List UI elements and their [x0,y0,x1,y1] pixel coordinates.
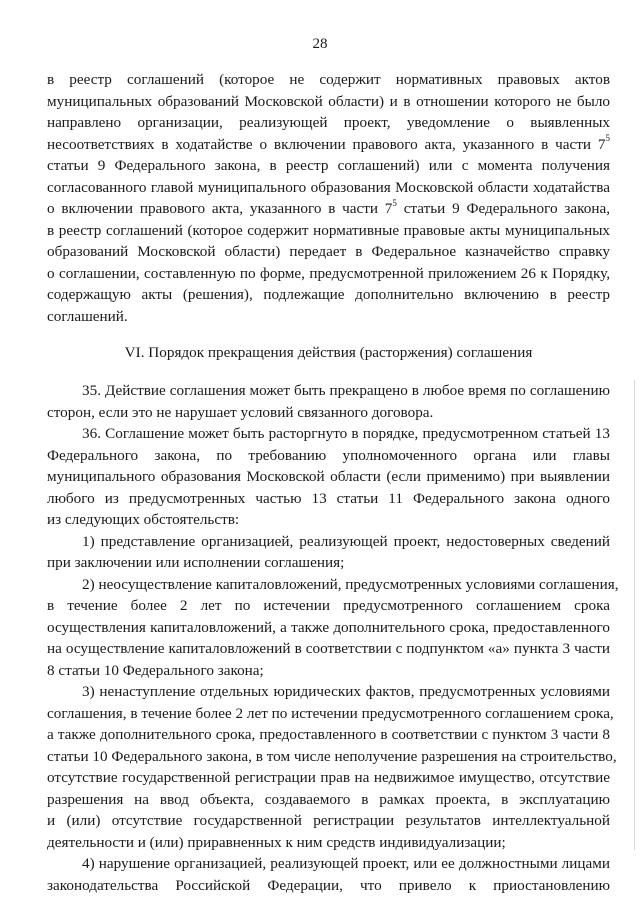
text-line: осуществления капиталовложений, а также дополнительного срока, предоставленного [47,618,610,636]
text-line: отсутствие государственной регистрации прав на недвижимое имущество, отсутствие [47,769,610,786]
text-line: 35. Действие соглашения может быть прекращено в любое время по соглашению [82,382,610,399]
list-item-4 [47,853,610,896]
text-line: соглашения, в течение более 2 лет по истечении предусмотренного соглашением срока, [47,704,614,722]
list-item-1 [47,531,610,574]
text-line: на осуществление капиталовложений в соответствии с подпунктом «а» пункта 3 части [47,640,610,657]
text-line: 4) нарушение организацией, реализующей проект, или ее должностными лицами [82,855,610,872]
spacer [47,327,610,342]
text-line-with-superscript [47,198,610,220]
text-line: в течение более 2 лет по истечении предусмотренного соглашением срока [47,597,610,614]
text-line: согласованного главой муниципального образования Московской области ходатайства [47,178,610,196]
text-line: 3) ненаступление отдельных юридических фактов, предусмотренных условиями [82,683,610,700]
text-line: а также дополнительного срока, предоставленного в соответствии с пунктом 3 части 8 [47,726,610,743]
text-line: 1) представление организацией, реализующей проект, недостоверных сведений [82,532,610,550]
paragraph-35 [47,380,610,423]
text-line: любого из предусмотренных частью 13 статьи 11 Федерального закона одного [47,489,610,507]
text-line: образований Московской области) передает в Федеральное казначейство справку [47,243,610,260]
text-fragment: статьи 9 Федерального закона, [396,200,610,217]
spacer [47,369,610,380]
text-line: Федерального закона, по требованию уполномоченного органа или главы [47,446,610,464]
text-line: при заключении или исполнении соглашения; [47,554,345,571]
text-line: деятельности и (или) приравненных к ним средств индивидуализации; [47,833,506,851]
text-line: в реестр соглашений (которое содержит нормативные правовые акты муниципальных [47,221,610,239]
document-body [47,69,619,896]
text-line: соглашений. [47,307,128,325]
paragraph-36 [47,423,610,531]
paragraph-intro [47,69,610,327]
section-heading: VI. Порядок прекращения действия (расторжения) соглашения [124,344,533,361]
text-fragment: о включении правового акта, указанного в части 7 [47,200,393,217]
text-fragment: несоответствиях в ходатайстве о включении правового акта, указанного в части 7 [47,135,606,153]
text-line: в реестр соглашений (которое не содержит нормативных правовых актов [47,71,610,88]
section-heading-block [47,342,610,369]
text-line: статьи 9 Федерального закона, в реестр соглашений) или с момента получения [47,157,610,174]
text-line: и (или) отсутствие государственной регистрации результатов интеллектуальной [47,812,610,829]
text-line: законодательства Российской Федерации, что привело к приостановлению [47,876,610,894]
text-line: 36. Соглашение может быть расторгнуто в порядке, предусмотренном статьей 13 [82,425,610,442]
text-line: муниципальных образований Московской области) и в отношении которого не было [47,92,610,110]
text-line-with-superscript [47,134,610,156]
text-line: из следующих обстоятельств: [47,511,240,528]
superscript: 5 [392,197,397,208]
text-line: направлено организации, реализующей проект, уведомление о выявленных [47,114,610,131]
superscript: 5 [605,133,610,144]
text-line: разрешения на ввод объекта, создаваемого в рамках проекта, в эксплуатацию [47,790,610,808]
scan-edge-line [634,380,635,850]
page-number: 28 [312,36,328,52]
text-line: 2) неосуществление капиталовложений, предусмотренных условиями соглашения, [82,575,619,593]
text-line: о соглашении, составленную по форме, предусмотренной приложением 26 к Порядку, [47,264,610,282]
list-item-2 [47,574,619,682]
text-line: статьи 10 Федерального закона, в том числе неполучение разрешения на строительство, [47,747,617,765]
text-line: содержащую акты (решения), подлежащие дополнительно включению в реестр [47,286,610,303]
list-item-3 [47,681,617,853]
text-line: сторон, если это не нарушает условий связанного договора. [47,403,434,421]
text-line: 8 статьи 10 Федерального закона; [47,661,264,679]
text-line: муниципального образования Московской области (если применимо) при выявлении [47,468,610,485]
